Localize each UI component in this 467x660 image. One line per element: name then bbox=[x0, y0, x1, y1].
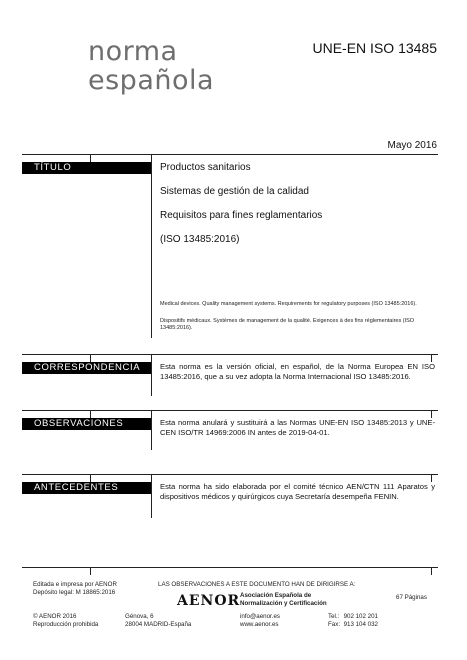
reproduction-notice: Reproducción prohibida bbox=[33, 621, 99, 628]
edited-by: Editada e impresa por AENOR bbox=[33, 581, 117, 588]
title-line-3: Requisitos para fines reglamentarios bbox=[160, 210, 323, 221]
correspondencia-text: Esta norma es la versión oficial, en español, de la Norma Europea EN ISO 13485:2016, que a su vez adopta la Norma Internacional ISO 13485:2016. bbox=[160, 362, 435, 381]
label-correspondencia: CORRESPONDENCIA bbox=[22, 362, 151, 374]
contact-website[interactable]: www.aenor.es bbox=[240, 621, 279, 628]
label-titulo: TÍTULO bbox=[22, 162, 151, 174]
section-tick bbox=[90, 354, 91, 362]
title-line-4: (ISO 13485:2016) bbox=[160, 234, 240, 245]
publication-date: Mayo 2016 bbox=[387, 140, 437, 151]
address-street: Génova, 6 bbox=[125, 613, 154, 620]
address-city: 28004 MADRID-España bbox=[125, 621, 192, 628]
section-divider bbox=[22, 154, 438, 155]
section-divider bbox=[22, 410, 438, 411]
section-vertical-rule bbox=[151, 154, 152, 338]
section-divider bbox=[22, 354, 438, 355]
section-tick bbox=[90, 410, 91, 418]
fax-label: Fax: bbox=[328, 621, 341, 628]
footer-divider bbox=[22, 567, 438, 568]
legal-deposit: Depósito legal: M 18865:2016 bbox=[33, 589, 116, 596]
page-count: 67 Páginas bbox=[396, 594, 427, 601]
section-tick bbox=[90, 474, 91, 482]
section-tick bbox=[431, 410, 432, 418]
observaciones-text: Esta norma anulará y sustituirá a las Normas UNE-EN ISO 13485:2013 y UNE-CEN ISO/TR 14969:2006 IN antes de 2019-04-01. bbox=[160, 418, 435, 437]
aenor-logo: AENOR bbox=[177, 593, 241, 609]
section-tick bbox=[431, 354, 432, 362]
title-line-1: Productos sanitarios bbox=[160, 162, 251, 173]
tel-row bbox=[328, 613, 378, 621]
french-title: Dispositifs médicaux. Systèmes de management de la qualité. Exigences à des fins réglementaires (ISO 13485:2016). bbox=[160, 318, 415, 331]
observations-header: LAS OBSERVACIONES A ESTE DOCUMENTO HAN DE DIRIGIRSE A: bbox=[158, 581, 356, 588]
aenor-association bbox=[240, 592, 327, 607]
section-tick bbox=[431, 474, 432, 482]
fax-row bbox=[328, 621, 378, 629]
brand-line-2: española bbox=[88, 65, 215, 96]
contact-phone bbox=[328, 613, 378, 629]
footer-tick bbox=[90, 567, 91, 575]
brand-line-1: norma bbox=[88, 36, 178, 67]
footer-tick bbox=[431, 567, 432, 575]
tel-label: Tel.: bbox=[328, 613, 340, 620]
antecedentes-text: Esta norma ha sido elaborada por el comité técnico AEN/CTN 111 Aparatos y dispositivos médicos y quirúrgicos cuya Secretaría desempeña FENIN. bbox=[160, 482, 435, 501]
section-vertical-rule bbox=[151, 354, 152, 396]
section-vertical-rule bbox=[151, 474, 152, 518]
association-line-1: Asociación Española de bbox=[240, 592, 312, 599]
footer-copyright bbox=[33, 613, 98, 629]
title-block bbox=[160, 162, 322, 258]
label-observaciones: OBSERVACIONES bbox=[22, 418, 151, 430]
english-title: Medical devices. Quality management systems. Requirements for regulatory purposes (ISO 13485:2016). bbox=[160, 301, 417, 307]
fax-number: 913 104 032 bbox=[343, 621, 378, 628]
standard-code: UNE-EN ISO 13485 bbox=[312, 40, 437, 56]
copyright: © AENOR 2016 bbox=[33, 613, 77, 620]
footer-publisher bbox=[33, 581, 117, 597]
section-vertical-rule bbox=[151, 410, 152, 450]
tel-number: 902 102 201 bbox=[343, 613, 378, 620]
section-divider bbox=[22, 474, 438, 475]
address bbox=[125, 613, 191, 629]
contact-web bbox=[240, 613, 280, 629]
contact-email[interactable]: info@aenor.es bbox=[240, 613, 280, 620]
label-antecedentes: ANTECEDENTES bbox=[22, 482, 151, 494]
brand-wordmark bbox=[88, 37, 214, 95]
association-line-2: Normalización y Certificación bbox=[240, 599, 327, 607]
title-line-2: Sistemas de gestión de la calidad bbox=[160, 186, 309, 197]
